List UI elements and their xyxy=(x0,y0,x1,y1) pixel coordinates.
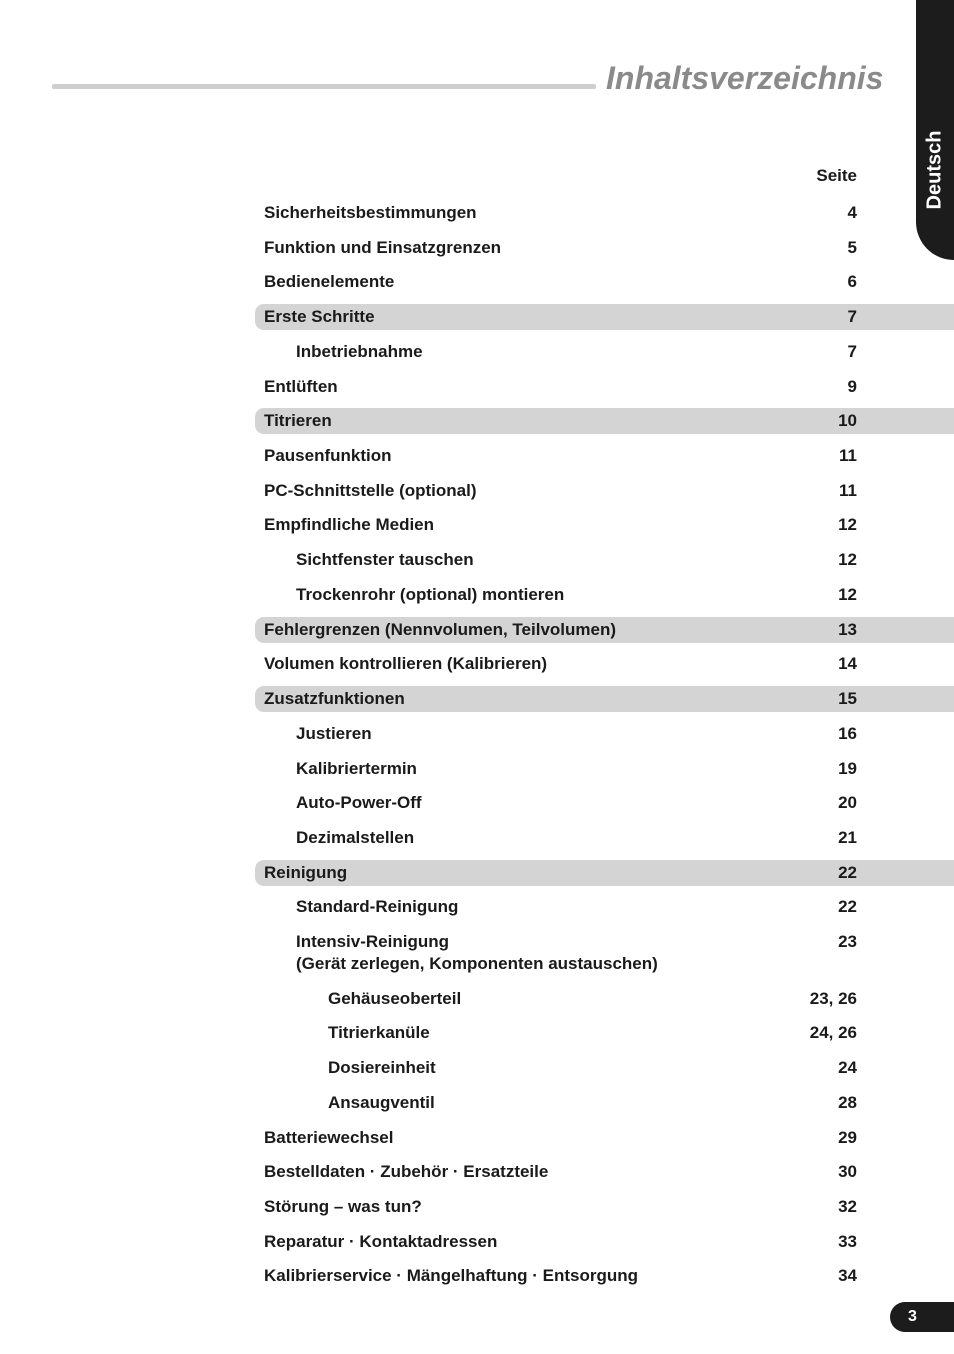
toc-entry-label: Dezimalstellen xyxy=(296,828,415,847)
toc-entry-page: 22 xyxy=(838,897,857,916)
toc-entry-label: PC-Schnittstelle (optional) xyxy=(264,481,477,500)
toc-entry-page: 4 xyxy=(847,203,857,222)
toc-entry-page: 14 xyxy=(838,654,857,673)
toc-entry-label: Störung – was tun? xyxy=(264,1197,422,1216)
toc-subentry[interactable] xyxy=(255,339,954,365)
toc-entry-page: 11 xyxy=(839,481,857,500)
toc-entry-label: Gehäuseoberteil xyxy=(328,989,462,1008)
toc-entry[interactable] xyxy=(255,200,954,226)
toc-entry-page: 12 xyxy=(838,515,857,534)
toc-entry[interactable] xyxy=(255,1229,954,1255)
toc-entry-label: Trockenrohr (optional) montieren xyxy=(296,585,565,604)
toc-entry-label: Titrierkanüle xyxy=(328,1023,430,1042)
toc-subentry[interactable] xyxy=(255,894,954,920)
toc-entry-label: Empfindliche Medien xyxy=(264,515,435,534)
toc-entry-label: Bestelldaten · Zubehör · Ersatzteile xyxy=(264,1162,549,1181)
toc-entry-label: Entlüften xyxy=(264,377,338,396)
toc-subentry[interactable] xyxy=(255,825,954,851)
toc-entry-page: 28 xyxy=(838,1093,857,1112)
toc-subsubentry[interactable] xyxy=(255,1090,954,1116)
page-number: 3 xyxy=(908,1308,917,1325)
toc-entry-page: 24, 26 xyxy=(809,1023,857,1042)
header-rule xyxy=(52,84,596,89)
toc-entry-label: Intensiv-Reinigung xyxy=(296,932,449,951)
toc-entry-page: 16 xyxy=(838,724,857,743)
toc-entry[interactable] xyxy=(255,1194,954,1220)
toc-entry-label: Zusatzfunktionen xyxy=(264,689,405,708)
toc-entry-page: 13 xyxy=(838,620,857,639)
toc-entry-label: Sichtfenster tauschen xyxy=(296,550,474,569)
toc-entry-label: Volumen kontrollieren (Kalibrieren) xyxy=(264,654,548,673)
toc-entry-highlighted[interactable] xyxy=(255,617,954,643)
toc-entry-page: 30 xyxy=(838,1162,857,1181)
toc-entry[interactable] xyxy=(255,1125,954,1151)
toc-entry-label: Titrieren xyxy=(264,411,332,430)
language-tab-label: Deutsch xyxy=(923,130,946,210)
toc-entry-page: 12 xyxy=(838,550,857,569)
toc-entry-page: 6 xyxy=(847,272,857,291)
toc-entry[interactable] xyxy=(255,1159,954,1185)
toc-subsubentry[interactable] xyxy=(255,1055,954,1081)
toc-entry-page: 7 xyxy=(847,307,857,326)
toc-entry-label: Bedienelemente xyxy=(264,272,395,291)
toc-entry-label: Reinigung xyxy=(264,863,348,882)
toc-entry-label: Erste Schritte xyxy=(264,307,375,326)
toc-entry-label: Kalibrierservice · Mängelhaftung · Entsorgung xyxy=(264,1266,639,1285)
toc-entry-page: 19 xyxy=(838,759,857,778)
toc-entry-label: Ansaugventil xyxy=(328,1093,435,1112)
toc-entry-label: Fehlergrenzen (Nennvolumen, Teilvolumen) xyxy=(264,620,617,639)
toc-entry-label: Inbetriebnahme xyxy=(296,342,423,361)
toc-entry[interactable] xyxy=(255,478,954,504)
toc-entry-page: 29 xyxy=(838,1128,857,1147)
page-title: Inhaltsverzeichnis xyxy=(606,60,884,96)
toc-entry[interactable] xyxy=(255,443,954,469)
toc-entry-highlighted[interactable] xyxy=(255,304,954,330)
toc-entry-sublabel: (Gerät zerlegen, Komponenten austauschen) xyxy=(296,954,658,973)
toc-entry-label: Reparatur · Kontaktadressen xyxy=(264,1232,498,1251)
page-column-header: Seite xyxy=(816,166,857,185)
toc-entry-page: 7 xyxy=(847,342,857,361)
toc-entry-highlighted[interactable] xyxy=(255,686,954,712)
toc-entry[interactable] xyxy=(255,512,954,538)
toc-entry[interactable] xyxy=(255,235,954,261)
toc-entry-page: 15 xyxy=(838,689,857,708)
toc-entry-page: 34 xyxy=(838,1266,857,1285)
toc-entry-page: 22 xyxy=(838,863,857,882)
toc-entry-label: Batteriewechsel xyxy=(264,1128,394,1147)
toc-subentry[interactable] xyxy=(255,756,954,782)
toc-entry-page: 23, 26 xyxy=(809,989,857,1008)
toc-entry-page: 12 xyxy=(838,585,857,604)
toc-entry-page: 21 xyxy=(838,828,857,847)
toc-entry-label: Kalibriertermin xyxy=(296,759,417,778)
toc-entry-label: Funktion und Einsatzgrenzen xyxy=(264,238,502,257)
toc-entry-label: Auto-Power-Off xyxy=(296,793,422,812)
toc-entry-label: Dosiereinheit xyxy=(328,1058,436,1077)
toc-entry-page: 32 xyxy=(838,1197,857,1216)
toc-entry-label: Pausenfunktion xyxy=(264,446,392,465)
toc-entry-label: Standard-Reinigung xyxy=(296,897,459,916)
toc-entry[interactable] xyxy=(255,269,954,295)
toc-subentry[interactable] xyxy=(255,547,954,573)
toc-subsubentry[interactable] xyxy=(255,1020,954,1046)
toc-entry-highlighted[interactable] xyxy=(255,860,954,886)
toc-subentry[interactable] xyxy=(255,721,954,747)
toc-entry-page: 20 xyxy=(838,793,857,812)
toc-entry-label: Justieren xyxy=(296,724,372,743)
toc-entry-page: 9 xyxy=(847,377,857,396)
toc-entry-page: 33 xyxy=(838,1232,857,1251)
toc-subentry[interactable] xyxy=(255,582,954,608)
page-number-badge xyxy=(890,1302,954,1332)
toc-subentry[interactable] xyxy=(255,929,954,977)
toc-entry[interactable] xyxy=(255,374,954,400)
toc-subsubentry[interactable] xyxy=(255,986,954,1012)
toc-entry-page: 10 xyxy=(838,411,857,430)
toc-entry-highlighted[interactable] xyxy=(255,408,954,434)
toc-entry-page: 24 xyxy=(838,1058,857,1077)
toc-entry-label: Sicherheitsbestimmungen xyxy=(264,203,477,222)
toc-entry[interactable] xyxy=(255,1263,954,1289)
toc-entry-page: 5 xyxy=(847,238,857,257)
toc-entry-page: 23 xyxy=(838,932,857,951)
toc-entry-page: 11 xyxy=(839,446,857,465)
toc-entry[interactable] xyxy=(255,651,954,677)
toc-subentry[interactable] xyxy=(255,790,954,816)
